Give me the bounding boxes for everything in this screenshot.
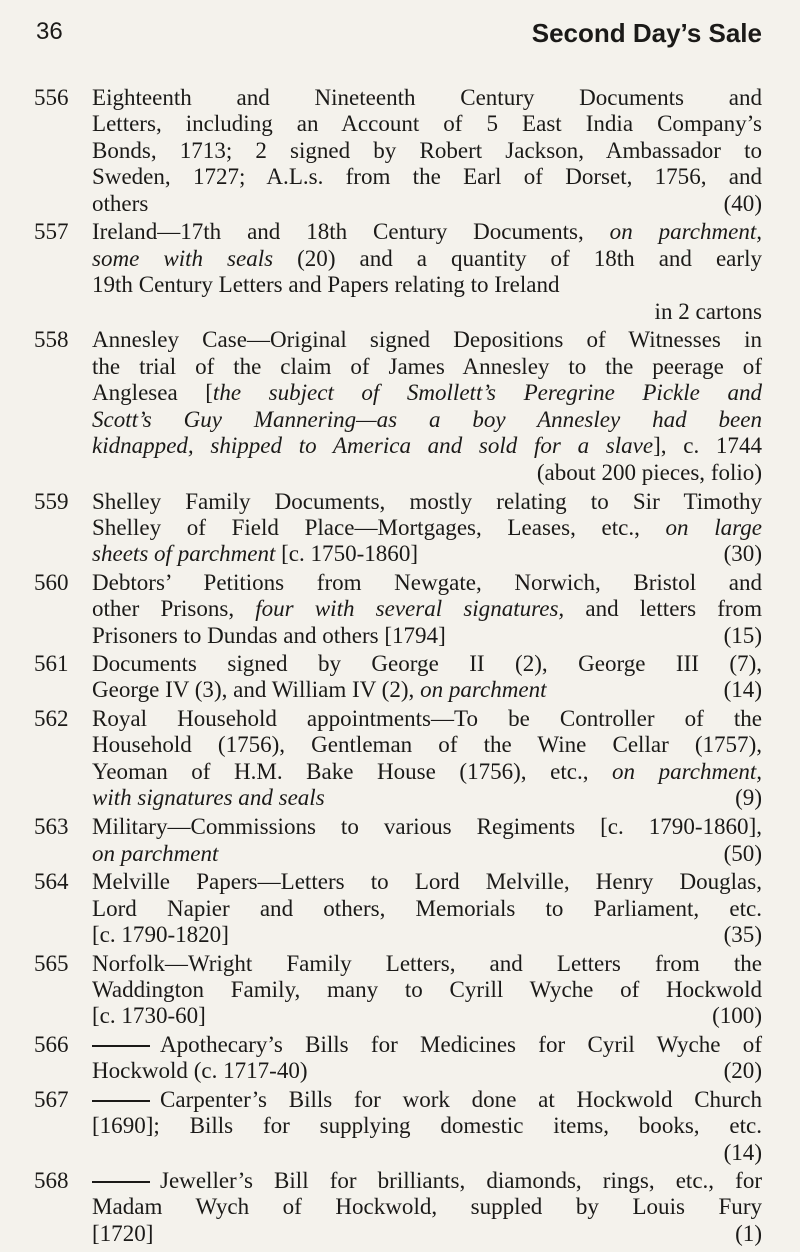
lot-number: 565 bbox=[34, 949, 69, 976]
lot-quantity: (14) bbox=[723, 676, 762, 703]
lot-line bbox=[92, 432, 762, 458]
lot-entry bbox=[34, 868, 762, 947]
lot-text: and letters from bbox=[564, 595, 762, 622]
lot-quantity: (100) bbox=[712, 1002, 762, 1029]
lot-number: 556 bbox=[34, 84, 69, 110]
lot-line: the trial of the claim of James Annesley to the peerage of bbox=[92, 352, 762, 379]
lot-line: Shelley Family Documents, mostly relating to Sir Timothy bbox=[92, 487, 762, 514]
lot-line: Military—Commissions to various Regiments [c. 1790-1860], bbox=[92, 813, 762, 840]
lot-last-line bbox=[92, 921, 762, 947]
lot-line: Waddington Family, many to Cyrill Wyche of Hockwold bbox=[92, 975, 762, 1002]
lot-text-italic: the subject of Smollett’s Peregrine Pickle and bbox=[212, 379, 762, 406]
lot-entry bbox=[34, 650, 762, 703]
lot-text-italic: four with several signatures, bbox=[255, 595, 565, 622]
lot-line bbox=[92, 514, 762, 540]
lot-number: 564 bbox=[34, 868, 69, 895]
lot-line: Sweden, 1727; A.L.s. from the Earl of Dorset, 1756, and bbox=[92, 163, 762, 190]
lot-line bbox=[92, 245, 762, 271]
lot-entry bbox=[34, 84, 762, 216]
lot-number: 557 bbox=[34, 218, 69, 245]
lot-text: Yeoman of H.M. Bake House (1756), etc., bbox=[92, 757, 613, 784]
lot-description bbox=[92, 813, 762, 866]
lot-line: Letters, including an Account of 5 East India Company’s bbox=[92, 110, 762, 137]
lot-line: Prisoners to Dundas and others [1794] bbox=[92, 621, 446, 648]
lot-text-italic: on parchment, bbox=[609, 218, 762, 245]
lot-last-line bbox=[92, 840, 762, 866]
lot-last-line bbox=[92, 784, 762, 810]
lot-description bbox=[92, 326, 762, 485]
lot-text-italic: sheets of parchment bbox=[92, 540, 276, 567]
lot-line bbox=[92, 595, 762, 621]
lot-line: on parchment bbox=[92, 839, 219, 866]
lot-line: Eighteenth and Nineteenth Century Documents and bbox=[92, 84, 762, 110]
lot-entry bbox=[34, 813, 762, 866]
lot-entry bbox=[34, 705, 762, 811]
lot-line: Jeweller’s Bill for brilliants, diamonds, rings, etc., for bbox=[160, 1167, 762, 1193]
lot-description bbox=[92, 218, 762, 324]
lot-text: Anglesea [ bbox=[92, 379, 213, 406]
lot-line: others bbox=[92, 189, 149, 216]
lot-description bbox=[92, 569, 762, 648]
lot-line: Hockwold (c. 1717-40) bbox=[92, 1057, 308, 1084]
lot-entry bbox=[34, 569, 762, 648]
lot-number: 568 bbox=[34, 1167, 69, 1193]
lot-quantity: (9) bbox=[735, 784, 762, 811]
lot-line bbox=[92, 379, 762, 405]
lot-quantity: in 2 cartons bbox=[654, 297, 762, 324]
lot-entry bbox=[34, 1031, 762, 1084]
lot-last-line bbox=[92, 1002, 762, 1028]
lot-line bbox=[92, 540, 418, 566]
page-header bbox=[36, 18, 762, 58]
lot-text: (20) and a quantity of 18th and early bbox=[273, 244, 762, 271]
lot-text: [c. 1750-1860] bbox=[275, 540, 419, 567]
lot-description bbox=[92, 650, 762, 703]
lot-number: 559 bbox=[34, 487, 69, 514]
lot-line bbox=[92, 271, 762, 297]
lot-quantity: (14) bbox=[723, 1138, 762, 1165]
lot-quantity: (1) bbox=[735, 1219, 762, 1246]
lot-quantity: (about 200 pieces, folio) bbox=[536, 458, 762, 485]
lot-quantity: (20) bbox=[723, 1057, 762, 1084]
lot-description bbox=[92, 950, 762, 1029]
lot-quantity: (35) bbox=[723, 921, 762, 948]
lot-line: Melville Papers—Letters to Lord Melville, Henry Douglas, bbox=[92, 868, 762, 895]
lot-line: Debtors’ Petitions from Newgate, Norwich, Bristol and bbox=[92, 568, 762, 595]
lot-line bbox=[92, 676, 547, 702]
lot-quantity: (50) bbox=[723, 839, 762, 866]
lot-last-line bbox=[92, 1220, 762, 1246]
lot-description bbox=[92, 868, 762, 947]
lot-line: Documents signed by George II (2), George III (7), bbox=[92, 649, 762, 676]
lot-text-italic: on parchment, bbox=[612, 757, 762, 784]
lot-text: George IV (3), and William IV (2), bbox=[92, 676, 421, 703]
lot-number: 566 bbox=[34, 1030, 69, 1057]
lot-entry bbox=[34, 950, 762, 1029]
lot-line bbox=[92, 218, 762, 244]
ditto-dash bbox=[92, 1181, 150, 1183]
lot-line bbox=[92, 406, 762, 432]
lot-entry bbox=[34, 1167, 762, 1246]
lot-description bbox=[92, 705, 762, 811]
lot-line: Carpenter’s Bills for work done at Hockwold Church bbox=[160, 1085, 762, 1112]
lot-quantity: (30) bbox=[723, 540, 762, 567]
lot-number: 560 bbox=[34, 568, 69, 595]
lot-number: 561 bbox=[34, 649, 69, 676]
lot-description bbox=[92, 1030, 762, 1084]
lot-description bbox=[92, 488, 762, 567]
lot-last-line bbox=[92, 1057, 762, 1083]
lot-number: 567 bbox=[34, 1085, 69, 1112]
lot-description bbox=[92, 1085, 762, 1165]
lot-text: Ireland—17th and 18th Century Documents, bbox=[92, 218, 610, 245]
lot-entry bbox=[34, 218, 762, 324]
lot-entry bbox=[34, 1086, 762, 1165]
lot-description bbox=[92, 1167, 762, 1246]
lot-text-italic: on large bbox=[665, 513, 762, 540]
lot-number: 563 bbox=[34, 813, 69, 840]
lot-last-line bbox=[92, 622, 762, 648]
lot-last-line bbox=[92, 540, 762, 566]
ditto-dash bbox=[92, 1100, 150, 1102]
lot-number: 562 bbox=[34, 705, 69, 731]
lot-line: Madam Wych of Hockwold, suppled by Louis Fury bbox=[92, 1193, 762, 1220]
lot-line: [1720] bbox=[92, 1219, 154, 1246]
page-number: 36 bbox=[36, 18, 63, 45]
ditto-dash bbox=[92, 1045, 150, 1047]
lot-text-italic: kidnapped, shipped to America and sold for a slave bbox=[92, 432, 654, 459]
lot-line: with signatures and seals bbox=[92, 784, 325, 811]
running-title: Second Day’s Sale bbox=[531, 18, 762, 48]
lot-entry bbox=[34, 326, 762, 485]
lot-last-line bbox=[92, 676, 762, 702]
lot-number: 558 bbox=[34, 326, 69, 353]
lot-quantity: (40) bbox=[723, 189, 762, 216]
lot-text-italic: some with seals bbox=[92, 244, 274, 271]
lot-entry bbox=[34, 488, 762, 567]
lot-line: Royal Household appointments—To be Controller of the bbox=[92, 705, 762, 731]
lot-text-italic: on parchment bbox=[420, 676, 547, 703]
lot-line: Household (1756), Gentleman of the Wine Cellar (1757), bbox=[92, 731, 762, 758]
lot-line: [c. 1730-60] bbox=[92, 1002, 206, 1029]
lot-line: Bonds, 1713; 2 signed by Robert Jackson, Ambassador to bbox=[92, 136, 762, 163]
lot-line: Lord Napier and others, Memorials to Parliament, etc. bbox=[92, 894, 762, 921]
lot-text-italic: Scott’s Guy Mannering—as a boy Annesley had been bbox=[92, 405, 762, 432]
lot-text: other Prisons, bbox=[92, 595, 256, 622]
lot-line: [1690]; Bills for supplying domestic items, books, etc. bbox=[92, 1112, 762, 1139]
lot-line bbox=[92, 758, 762, 784]
lot-line: Apothecary’s Bills for Medicines for Cyril Wyche of bbox=[160, 1030, 762, 1057]
lot-last-line bbox=[92, 190, 762, 216]
lot-text: Shelley of Field Place—Mortgages, Leases, etc., bbox=[92, 513, 666, 540]
lot-line: Annesley Case—Original signed Depositions of Witnesses in bbox=[92, 326, 762, 353]
lot-text: 19th Century Letters and Papers relating to Ireland bbox=[92, 271, 560, 298]
lot-description bbox=[92, 84, 762, 216]
lot-text: ], c. 1744 bbox=[653, 432, 762, 459]
lot-line: Norfolk—Wright Family Letters, and Letters from the bbox=[92, 949, 762, 976]
lot-quantity: (15) bbox=[723, 621, 762, 648]
lot-line: [c. 1790-1820] bbox=[92, 921, 229, 948]
